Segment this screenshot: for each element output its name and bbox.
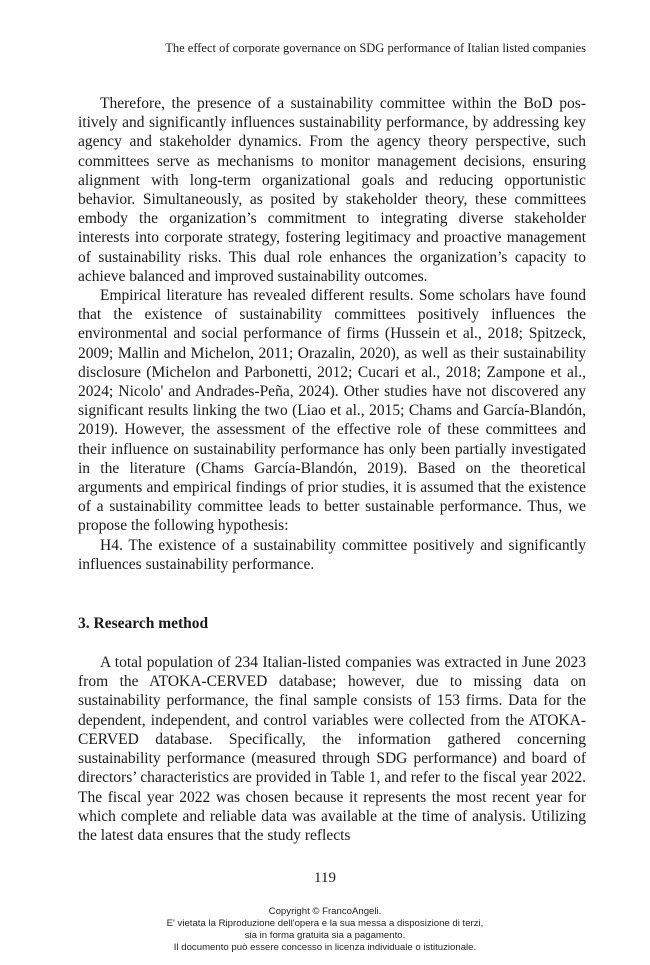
running-header: The effect of corporate governance on SDG performance of Italian listed companies bbox=[165, 41, 586, 55]
page-number: 119 bbox=[314, 870, 336, 886]
section-heading-research-method: 3. Research method bbox=[78, 615, 209, 633]
paragraph-empirical-literature: Empirical literature has revealed different results. Some scholars have found that the existence of sustainability committees positively influences the environmental and social performance of firms (Hussein et al., 2018; Spitzeck, 2009; Mallin and Michelon, 2011; Orazalin, 2020), as well as their sustainability disclosure (Michelon and Parbonetti, 2012; Cucari et al., 2018; Zampone et al., 2024; Nicolo' and Andrades-Peña, 2024). Other studies have not discovered any significant results linking the two (Liao et al., 2015; Chams and García-Blandón, 2019). However, the assessment of the effective role of these committees and their influence on sustainability performance has only been partially investigated in the literature (Chams García-Blandón, 2019). Based on the theoretical arguments and empirical findings of prior studies, it is assumed that the existence of a sustainability committee leads to better sustainable performance. Thus, we propose the following hypothesis: bbox=[78, 287, 586, 535]
copyright-line: Copyright © FrancoAngeli. bbox=[268, 906, 382, 917]
copyright-line: Il documento può essere concesso in licenza individuale o istituzionale. bbox=[173, 942, 477, 953]
copyright-line: E' vietata la Riproduzione dell'opera e la sua messa a disposizione di terzi, bbox=[166, 918, 484, 929]
copyright-notice bbox=[0, 906, 650, 954]
paragraph-sustainability-committee: Therefore, the presence of a sustainability committee within the BoD positively and significantly influences sustainability performance, by addressing key agency and stakeholder dynamics. From the agency theory perspective, such committees serve as mechanisms to monitor management decisions, ensuring alignment with long-term organizational goals and reducing opportunistic behavior. Simultaneously, as posited by stakeholder theory, these committees embody the organization’s commitment to integrating diverse stakeholder interests into corporate strategy, fostering legitimacy and proactive management of sustainability risks. This dual role enhances the organization’s capacity to achieve balanced and improved sustainability outcomes. bbox=[78, 95, 586, 285]
body-text bbox=[78, 94, 586, 845]
paragraph-research-method: A total population of 234 Italian-listed companies was extracted in June 2023 from the ATOKA-CERVED database; however, due to missing data on sustainability performance, the final sample consists of 153 firms. Data for the dependent, independent, and control variables were collected from the ATOKA-CERVED database. Specifically, the information gathered concerning sustainability performance (measured through SDG performance) and board of directors’ characteristics are provided in Table 1, and refer to the fiscal year 2022. The fiscal year 2022 was chosen because it represents the most recent year for which complete and reliable data was available at the time of analysis. Utilizing the latest data ensures that the study reflects bbox=[78, 654, 586, 844]
hypothesis-h4: H4. The existence of a sustainability committee positively and significantly influences sustainability performance. bbox=[78, 536, 586, 573]
copyright-line: sia in forma gratuita sia a pagamento. bbox=[244, 930, 406, 941]
